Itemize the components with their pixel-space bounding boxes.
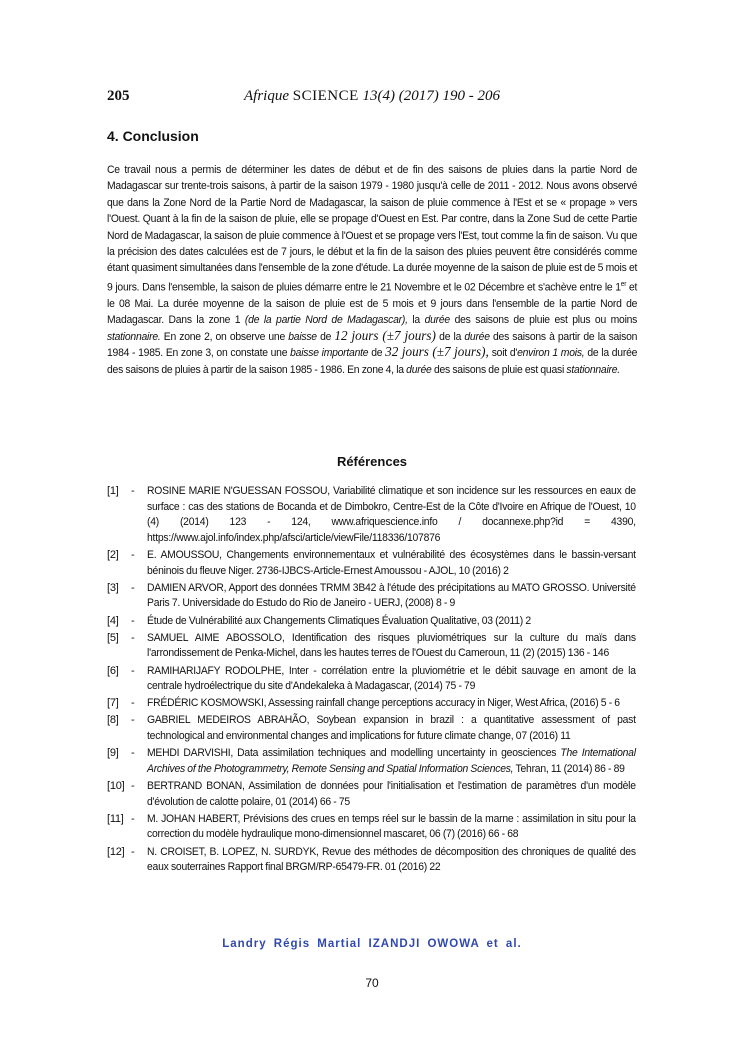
- references-list: [107, 484, 637, 877]
- page-header: [107, 88, 637, 110]
- journal-science: SCIENCE: [292, 88, 359, 104]
- math-12-jours: 12 jours (±7 jours): [334, 328, 436, 344]
- reference-item: [2] - E. AMOUSSOU, Changements environnementaux et vulnérabilité des écosystèmes dans le bassin-versant béninois du fleuve Niger. 2736-IJBCS-Article-Ernest Amoussou - AJOL, 10 (2016) 2: [107, 548, 636, 577]
- reference-item: [12] - N. CROISET, B. LOPEZ, N. SURDYK, Revue des méthodes de décomposition des chroniques de qualité des eaux souterraines Rapport final BRGM/RP-65479-FR. 01 (2016) 22: [107, 845, 636, 874]
- reference-item: [6] - RAMIHARIJAFY RODOLPHE, Inter - corrélation entre la pluviométrie et le débit sauvage en amont de la centrale hydroélectrique du site d'Andekaleka à Madagascar, (2014) 75 - 79: [107, 664, 636, 693]
- reference-item: [3] - DAMIEN ARVOR, Apport des données TRMM 3B42 à l'étude des précipitations au MATO GROSSO. Université Paris 7. Universidade do Estudo do Rio de Janeiro - UERJ, (2008) 8 - 9: [107, 581, 636, 610]
- reference-item: [4] - Étude de Vulnérabilité aux Changements Climatiques Évaluation Qualitative, 03 (2011) 2: [107, 614, 531, 627]
- reference-item: [7] - FRÉDÉRIC KOSMOWSKI, Assessing rainfall change perceptions accuracy in Niger, West Africa, (2016) 5 - 6: [107, 697, 620, 710]
- reference-item: [8] - GABRIEL MEDEIROS ABRAHÃO, Soybean expansion in brazil : a quantitative assessment of past technological and environmental changes and implications for future climate change, 07 (2016) 11: [107, 714, 636, 743]
- reference-item: [1] - ROSINE MARIE N'GUESSAN FOSSOU, Variabilité climatique et son incidence sur les ressources en eaux de surface : cas des stations de Bocanda et de Dimbokro, Centre-Est de la Côte d'Ivoire en Afrique de l'Ouest, 10 (4) (2014) 123 - 124, www.afriquescience.info / docannexe.php?id = 4390, https://www.ajol.info/index.php/afsci/article/viewFile/118336/107876: [107, 485, 636, 544]
- conclusion-paragraph: Ce travail nous a permis de déterminer les dates de début et de fin des saisons de pluies dans la partie Nord de Madagascar sur trente-trois saisons, à partir de la saison 1979 - 1980 jusqu'à celle de 2011 - 2012. Nous avons observé que dans la Zone Nord de la Partie Nord de Madagascar, la saison de pluie commence à l'Est et se « propage » vers l'Ouest. Quant à la fin de la saison de pluie, elle se propage d'Ouest en Est. Par contre, dans la Zone Sud de cette Partie Nord de Madagascar, la saison de pluie commence à l'Ouest et se propage vers l'Est, tout comme la fin de saison. Vu que la précision des dates calculées est de 7 jours, le début et la fin de la saison des pluies peuvent être considérés comme étant quasiment simultanées dans l'ensemble de la zone d'étude. La durée moyenne de la saison de pluie est de 5 mois et 9 jours. Dans l'ensemble, la saison de pluies démarre entre le 21 Novembre et le 02 Décembre et s'achève entre le 1er et le 08 Mai. La durée moyenne de la saison de pluie est de 5 mois et 9 jours dans l'ensemble de la partie Nord de Madagascar. Dans la zone 1 (de la partie Nord de Madagascar), la durée des saisons de pluie est plus ou moins stationnaire. En zone 2, on observe une baisse de 12 jours (±7 jours) de la durée des saisons à partir de la saison 1984 - 1985. En zone 3, on constate une baisse importante de 32 jours (±7 jours), soit d'environ 1 mois, de la durée des saisons de pluies à partir de la saison 1985 - 1986. En zone 4, la durée des saisons de pluie est quasi stationnaire.: [107, 164, 638, 376]
- reference-item: [5] - SAMUEL AIME ABOSSOLO, Identification des risques pluviométriques sur la culture du maïs dans l'arrondissement de Penka-Michel, dans les hautes terres de l'Ouest du Cameroun, 11 (2) (2015) 136 - 146: [107, 631, 636, 660]
- journal-name: Afrique: [244, 88, 289, 104]
- math-32-jours: 32 jours (±7 jours),: [385, 345, 489, 361]
- footer-page-number: 70: [365, 976, 379, 990]
- reference-item: [9] - MEHDI DARVISHI, Data assimilation techniques and modelling uncertainty in geosciences The International Archives of the Photogrammetry, Remote Sensing and Spatial Information Sciences, Tehran, 11 (2014) 86 - 89: [107, 747, 636, 775]
- journal-issue: 13(4) (2017) 190 - 206: [362, 88, 500, 104]
- reference-item: [11] - M. JOHAN HABERT, Prévisions des crues en temps réel sur le bassin de la marne : assimilation in situ pour la correction du modèle hydraulique mono-dimensionnel mascaret, 06 (7) (2016) 66 - 68: [107, 812, 636, 841]
- header-page-number: 205: [107, 88, 130, 104]
- journal-citation: [107, 88, 637, 105]
- section-title: 4. Conclusion: [107, 128, 199, 144]
- footer-authors: Landry Régis Martial IZANDJI OWOWA et al.: [222, 938, 522, 950]
- references-title: Références: [336, 454, 408, 469]
- reference-item: [10] - BERTRAND BONAN, Assimilation de données pour l'initialisation et l'estimation de paramètres d'un modèle d'évolution de calotte polaire, 01 (2014) 66 - 75: [107, 780, 636, 808]
